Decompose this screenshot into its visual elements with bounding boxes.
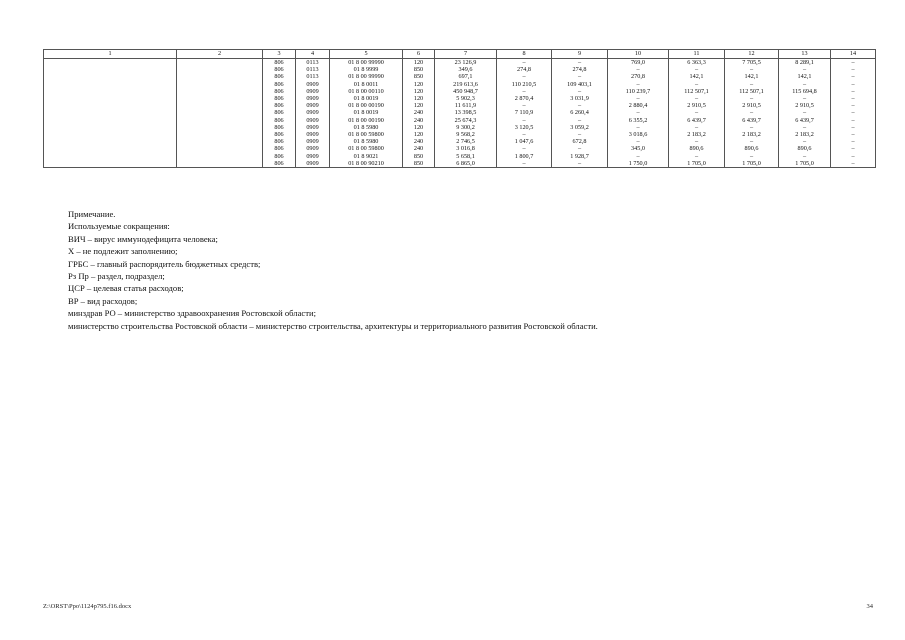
table-cell: 120 <box>403 59 435 67</box>
table-cell: 806 <box>263 109 296 116</box>
note-csr: ЦСР – целевая статья расходов; <box>68 283 184 294</box>
column-header-5: 5 <box>330 50 403 59</box>
table-cell: 6 865,0 <box>435 160 497 168</box>
table-cell: – <box>779 153 831 160</box>
table-cell: 01 8 5980 <box>330 138 403 145</box>
table-cell: 120 <box>403 81 435 88</box>
table-cell: 6 363,3 <box>669 59 725 67</box>
table-cell: 806 <box>263 88 296 95</box>
table-cell: – <box>669 109 725 116</box>
table-cell: – <box>779 138 831 145</box>
note-minzdrav: минздрав РО – министерство здравоохранения Ростовской области; <box>68 308 316 319</box>
table-cell: 697,1 <box>435 73 497 80</box>
table-cell: 0113 <box>296 73 330 80</box>
table-cell: 11 611,9 <box>435 102 497 109</box>
table-cell: – <box>725 153 779 160</box>
table-cell: 01 8 00 99990 <box>330 59 403 67</box>
table-cell: 806 <box>263 131 296 138</box>
table-cell: 240 <box>403 109 435 116</box>
table-cell: 0909 <box>296 109 330 116</box>
table-cell: 850 <box>403 160 435 168</box>
table-cell: 120 <box>403 102 435 109</box>
table-cell: 219 613,6 <box>435 81 497 88</box>
table-row <box>44 59 876 67</box>
table-cell: 112 507,1 <box>725 88 779 95</box>
table-cell: 0909 <box>296 131 330 138</box>
table-cell: 806 <box>263 124 296 131</box>
budget-table <box>43 49 876 168</box>
table-cell: 274,8 <box>552 66 608 73</box>
table-cell: 01 8 00 00190 <box>330 102 403 109</box>
table-cell: 2 910,5 <box>779 102 831 109</box>
table-cell: 240 <box>403 138 435 145</box>
table-cell: – <box>552 73 608 80</box>
table-cell: – <box>608 81 669 88</box>
table-cell: 142,1 <box>669 73 725 80</box>
page-number: 34 <box>866 603 873 610</box>
table-cell: – <box>725 138 779 145</box>
table-cell: 142,1 <box>725 73 779 80</box>
column-header-9: 9 <box>552 50 608 59</box>
table-cell: 850 <box>403 66 435 73</box>
table-cell: 0909 <box>296 153 330 160</box>
table-cell: 6 439,7 <box>779 117 831 124</box>
table-cell: – <box>831 117 876 124</box>
table-cell: – <box>831 153 876 160</box>
column-header-8: 8 <box>497 50 552 59</box>
table-cell: 240 <box>403 145 435 152</box>
table-cell: – <box>831 73 876 80</box>
table-cell: 345,0 <box>608 145 669 152</box>
table-cell: – <box>779 124 831 131</box>
table-cell: 2 870,4 <box>497 95 552 102</box>
table-cell: 806 <box>263 153 296 160</box>
table-cell: 01 8 00 99990 <box>330 73 403 80</box>
table-cell: – <box>831 81 876 88</box>
table-cell: 1 800,7 <box>497 153 552 160</box>
table-cell: – <box>608 109 669 116</box>
table-cell: – <box>497 117 552 124</box>
table-cell: 1 928,7 <box>552 153 608 160</box>
table-cell: – <box>831 160 876 168</box>
table-cell: – <box>725 81 779 88</box>
table-cell: 2 746,5 <box>435 138 497 145</box>
table-cell: – <box>552 160 608 168</box>
table-cell: 806 <box>263 117 296 124</box>
table-cell: 3 059,2 <box>552 124 608 131</box>
column-header-2: 2 <box>177 50 263 59</box>
table-cell: 0909 <box>296 88 330 95</box>
column-header-6: 6 <box>403 50 435 59</box>
table-cell: 23 126,9 <box>435 59 497 67</box>
table-cell: 274,8 <box>497 66 552 73</box>
table-cell: 1 705,0 <box>725 160 779 168</box>
table-cell: – <box>608 153 669 160</box>
table-cell: – <box>831 109 876 116</box>
note-minstroy: министерство строительства Ростовской области – министерство строительства, архитектуры и территориального развития Ростовской области. <box>68 320 598 331</box>
table-cell: – <box>497 145 552 152</box>
table-cell: – <box>608 66 669 73</box>
table-cell: 349,6 <box>435 66 497 73</box>
table-cell: 01 8 00 59800 <box>330 131 403 138</box>
table-cell: 0113 <box>296 59 330 67</box>
column-header-10: 10 <box>608 50 669 59</box>
table-cell: – <box>725 109 779 116</box>
table-cell: – <box>831 59 876 67</box>
table-cell: 115 694,8 <box>779 88 831 95</box>
table-cell: 806 <box>263 160 296 168</box>
table-cell: 142,1 <box>779 73 831 80</box>
table-cell: 01 8 5980 <box>330 124 403 131</box>
table-cell: – <box>779 66 831 73</box>
table-cell: 109 403,1 <box>552 81 608 88</box>
table-cell: – <box>552 145 608 152</box>
table-cell: 6 439,7 <box>669 117 725 124</box>
table-cell: 6 439,7 <box>725 117 779 124</box>
table-cell: 01 8 9999 <box>330 66 403 73</box>
table-cell: – <box>831 138 876 145</box>
note-vich: ВИЧ – вирус иммунодефицита человека; <box>68 233 218 244</box>
executor-cell <box>177 59 263 168</box>
table-cell: 1 750,0 <box>608 160 669 168</box>
table-cell: 2 183,2 <box>779 131 831 138</box>
table-cell: 2 183,2 <box>669 131 725 138</box>
table-cell: 7 110,9 <box>497 109 552 116</box>
table-cell: 806 <box>263 138 296 145</box>
note-x: Х – не подлежит заполнению; <box>68 246 178 257</box>
table-cell: 3 018,6 <box>608 131 669 138</box>
table-cell: 110 210,5 <box>497 81 552 88</box>
table-cell: 7 705,5 <box>725 59 779 67</box>
table-cell: 13 398,5 <box>435 109 497 116</box>
table-cell: 0909 <box>296 117 330 124</box>
table-cell: – <box>831 124 876 131</box>
table-cell: 112 507,1 <box>669 88 725 95</box>
table-cell: 01 8 00 00110 <box>330 88 403 95</box>
table-cell: 890,6 <box>725 145 779 152</box>
table-cell: – <box>552 102 608 109</box>
table-cell: – <box>669 138 725 145</box>
table-cell: 806 <box>263 145 296 152</box>
table-cell: – <box>831 95 876 102</box>
table-cell: 806 <box>263 95 296 102</box>
table-cell: – <box>779 109 831 116</box>
table-cell: – <box>831 131 876 138</box>
table-cell: 110 239,7 <box>608 88 669 95</box>
table-cell: – <box>669 81 725 88</box>
table-cell: 0909 <box>296 81 330 88</box>
table-cell: – <box>497 73 552 80</box>
table-cell: 850 <box>403 153 435 160</box>
table-header-row <box>44 50 876 59</box>
table-cell: – <box>831 145 876 152</box>
table-cell: – <box>831 88 876 95</box>
table-cell: – <box>552 131 608 138</box>
note-title: Примечание. <box>68 209 116 219</box>
table-cell: – <box>497 59 552 67</box>
table-cell: – <box>669 95 725 102</box>
table-cell: 5 658,1 <box>435 153 497 160</box>
table-cell: 9 300,2 <box>435 124 497 131</box>
table-cell: – <box>608 95 669 102</box>
table-cell: 2 910,5 <box>669 102 725 109</box>
table-cell: 120 <box>403 88 435 95</box>
table-cell: – <box>831 102 876 109</box>
table-cell: 769,0 <box>608 59 669 67</box>
note-abbrev-intro: Используемые сокращения: <box>68 221 170 232</box>
footer-file-path: Z:\ORST\Ppo\1124p795.f16.docx <box>43 603 132 610</box>
table-cell: – <box>552 88 608 95</box>
table-cell: 01 8 00 00190 <box>330 117 403 124</box>
program-name-cell <box>44 59 177 168</box>
table-cell: 672,8 <box>552 138 608 145</box>
table-cell: 0909 <box>296 124 330 131</box>
table-cell: – <box>552 59 608 67</box>
table-cell: 25 674,3 <box>435 117 497 124</box>
table-cell: 120 <box>403 131 435 138</box>
table-cell: 1 705,0 <box>669 160 725 168</box>
table-cell: – <box>725 124 779 131</box>
column-header-12: 12 <box>725 50 779 59</box>
table-cell: 3 031,9 <box>552 95 608 102</box>
table-cell: – <box>608 138 669 145</box>
table-cell: 01 8 00 59800 <box>330 145 403 152</box>
table-cell: 890,6 <box>779 145 831 152</box>
table-cell: 6 260,4 <box>552 109 608 116</box>
table-cell: 1 705,0 <box>779 160 831 168</box>
table-cell: 1 047,6 <box>497 138 552 145</box>
table-cell: 8 289,1 <box>779 59 831 67</box>
table-cell: 2 183,2 <box>725 131 779 138</box>
table-cell: 2 880,4 <box>608 102 669 109</box>
table-cell: 240 <box>403 117 435 124</box>
table-cell: – <box>779 95 831 102</box>
table-cell: – <box>669 66 725 73</box>
table-cell: 120 <box>403 95 435 102</box>
table-cell: 270,8 <box>608 73 669 80</box>
table-cell: 0909 <box>296 102 330 109</box>
table-cell: 9 568,2 <box>435 131 497 138</box>
table-cell: 0909 <box>296 95 330 102</box>
table-cell: – <box>725 95 779 102</box>
column-header-14: 14 <box>831 50 876 59</box>
note-rz-pr: Рз Пр – раздел, подраздел; <box>68 271 165 282</box>
notes-section <box>68 208 868 332</box>
note-vr: ВР – вид расходов; <box>68 295 138 306</box>
column-header-3: 3 <box>263 50 296 59</box>
table-cell: 120 <box>403 124 435 131</box>
table-cell: 806 <box>263 59 296 67</box>
table-cell: – <box>497 102 552 109</box>
table-cell: – <box>608 124 669 131</box>
table-cell: 2 910,5 <box>725 102 779 109</box>
table-cell: 5 902,3 <box>435 95 497 102</box>
table-cell: – <box>497 160 552 168</box>
table-cell: 01 8 00 90210 <box>330 160 403 168</box>
table-cell: – <box>831 66 876 73</box>
table-cell: 0113 <box>296 66 330 73</box>
table-cell: 3 016,8 <box>435 145 497 152</box>
table-cell: 01 8 0011 <box>330 81 403 88</box>
table-cell: – <box>779 81 831 88</box>
table-cell: 806 <box>263 73 296 80</box>
column-header-11: 11 <box>669 50 725 59</box>
table-cell: 01 8 0019 <box>330 95 403 102</box>
table-cell: 850 <box>403 73 435 80</box>
table-cell: – <box>497 131 552 138</box>
column-header-13: 13 <box>779 50 831 59</box>
table-cell: – <box>497 88 552 95</box>
table-cell: 6 355,2 <box>608 117 669 124</box>
table-cell: 01 8 0019 <box>330 109 403 116</box>
column-header-1: 1 <box>44 50 177 59</box>
note-grbs: ГРБС – главный распорядитель бюджетных средств; <box>68 258 261 269</box>
table-cell: 0909 <box>296 160 330 168</box>
table-cell: 450 948,7 <box>435 88 497 95</box>
table-cell: – <box>669 124 725 131</box>
column-header-4: 4 <box>296 50 330 59</box>
table-cell: 0909 <box>296 138 330 145</box>
table-cell: – <box>725 66 779 73</box>
table-cell: – <box>669 153 725 160</box>
table-cell: 3 120,5 <box>497 124 552 131</box>
table-cell: 806 <box>263 66 296 73</box>
table-cell: 806 <box>263 81 296 88</box>
table-cell: 0909 <box>296 145 330 152</box>
table-cell: 890,6 <box>669 145 725 152</box>
table-cell: – <box>552 117 608 124</box>
column-header-7: 7 <box>435 50 497 59</box>
table-cell: 806 <box>263 102 296 109</box>
table-cell: 01 8 9021 <box>330 153 403 160</box>
